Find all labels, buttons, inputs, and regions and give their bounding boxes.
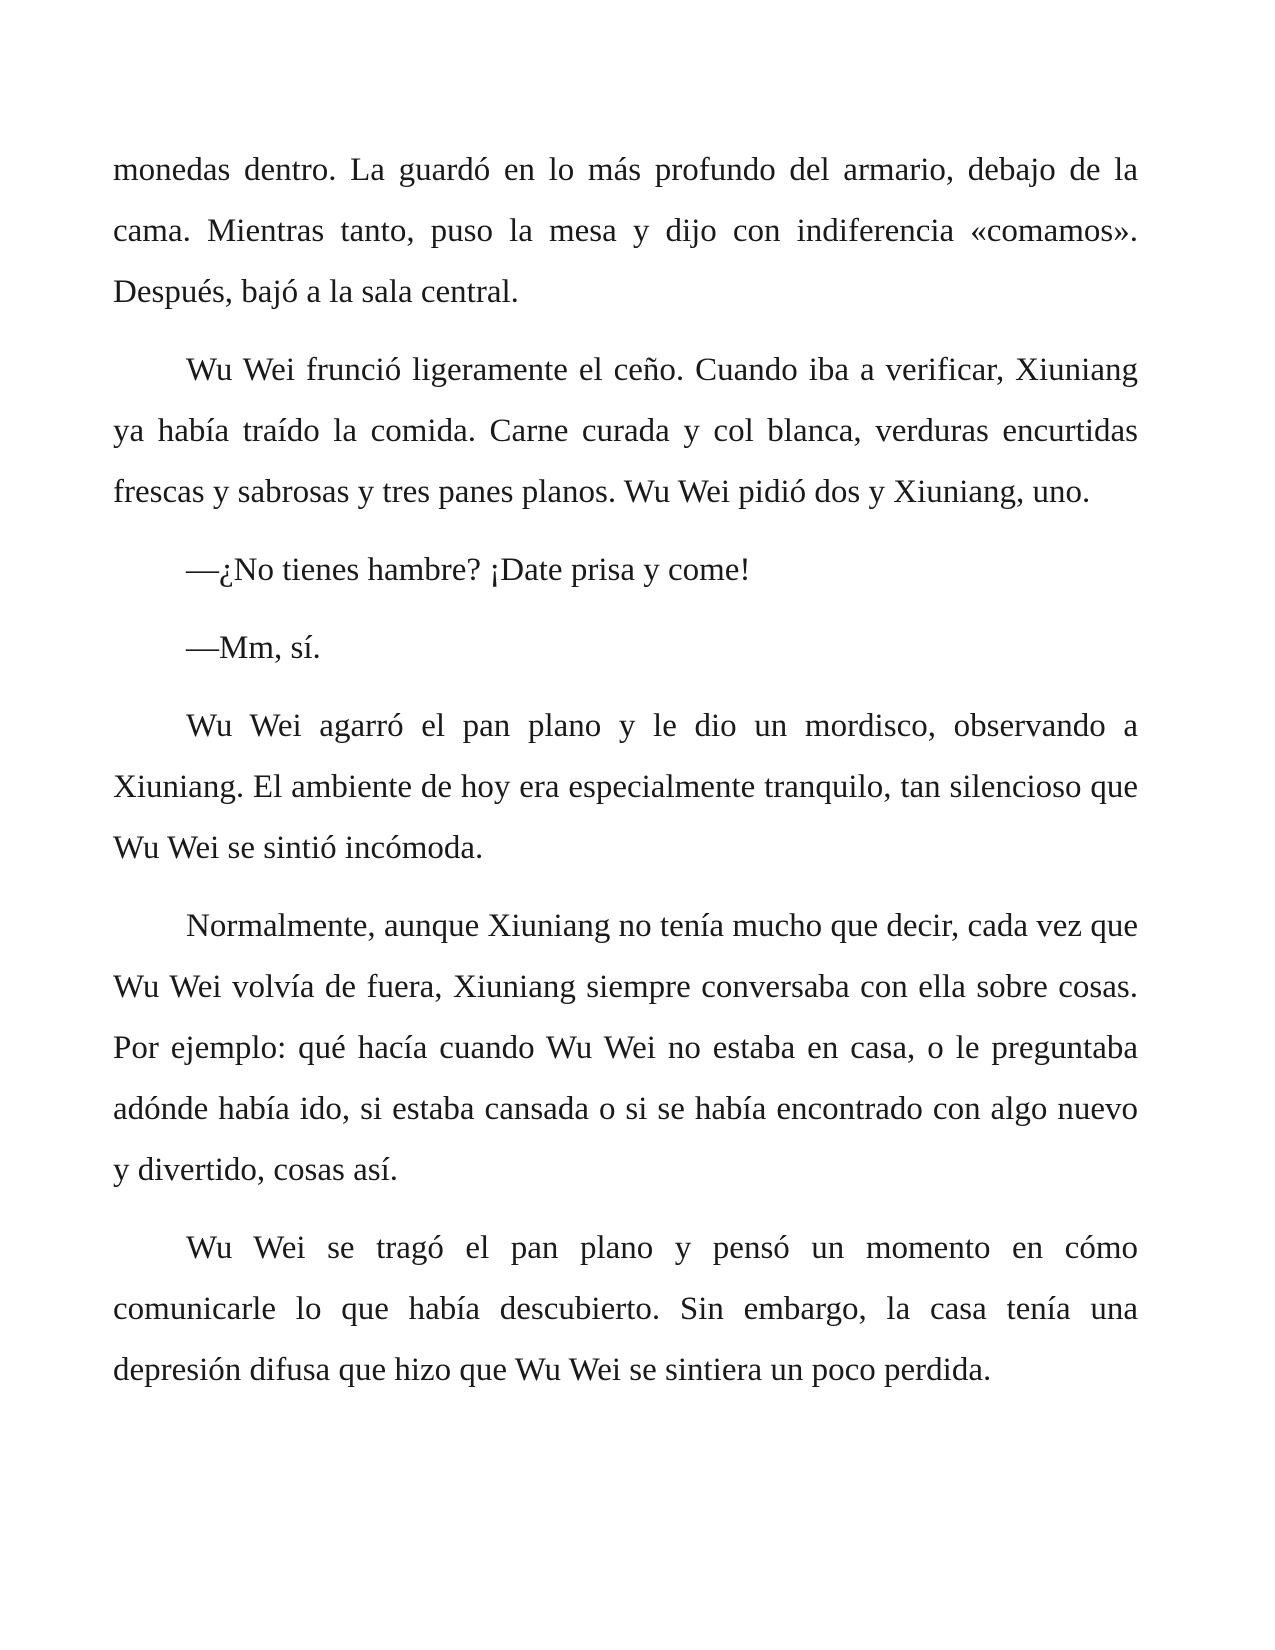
paragraph: Wu Wei frunció ligeramente el ceño. Cuando iba a verificar, Xiuniang ya había traído la comida. Carne curada y col blanca, verduras encurtidas frescas y sabrosas y tres panes planos. Wu Wei pidió dos y Xiuniang, uno. — [113, 352, 1138, 510]
paragraph: Wu Wei se tragó el pan plano y pensó un momento en cómo comunicarle lo que había descubierto. Sin embargo, la casa tenía una depresión difusa que hizo que Wu Wei se sintiera un poco perdida. — [113, 1230, 1138, 1388]
paragraph: Normalmente, aunque Xiuniang no tenía mucho que decir, cada vez que Wu Wei volvía de fuera, Xiuniang siempre conversaba con ella sobre cosas. Por ejemplo: qué hacía cuando Wu Wei no estaba en casa, o le preguntaba adónde había ido, si estaba cansada o si se había encontrado con algo nuevo y divertido, cosas así. — [113, 908, 1138, 1188]
paragraph-continuation: monedas dentro. La guardó en lo más profundo del armario, debajo de la cama. Mientras tanto, puso la mesa y dijo con indiferencia «comamos». Después, bajó a la sala central. — [113, 152, 1138, 310]
document-page — [113, 140, 1138, 1418]
dialogue-line: —Mm, sí. — [186, 630, 321, 666]
paragraph: Wu Wei agarró el pan plano y le dio un mordisco, observando a Xiuniang. El ambiente de hoy era especialmente tranquilo, tan silencioso que Wu Wei se sintió incómoda. — [113, 708, 1138, 866]
dialogue-line: —¿No tienes hambre? ¡Date prisa y come! — [186, 552, 751, 588]
